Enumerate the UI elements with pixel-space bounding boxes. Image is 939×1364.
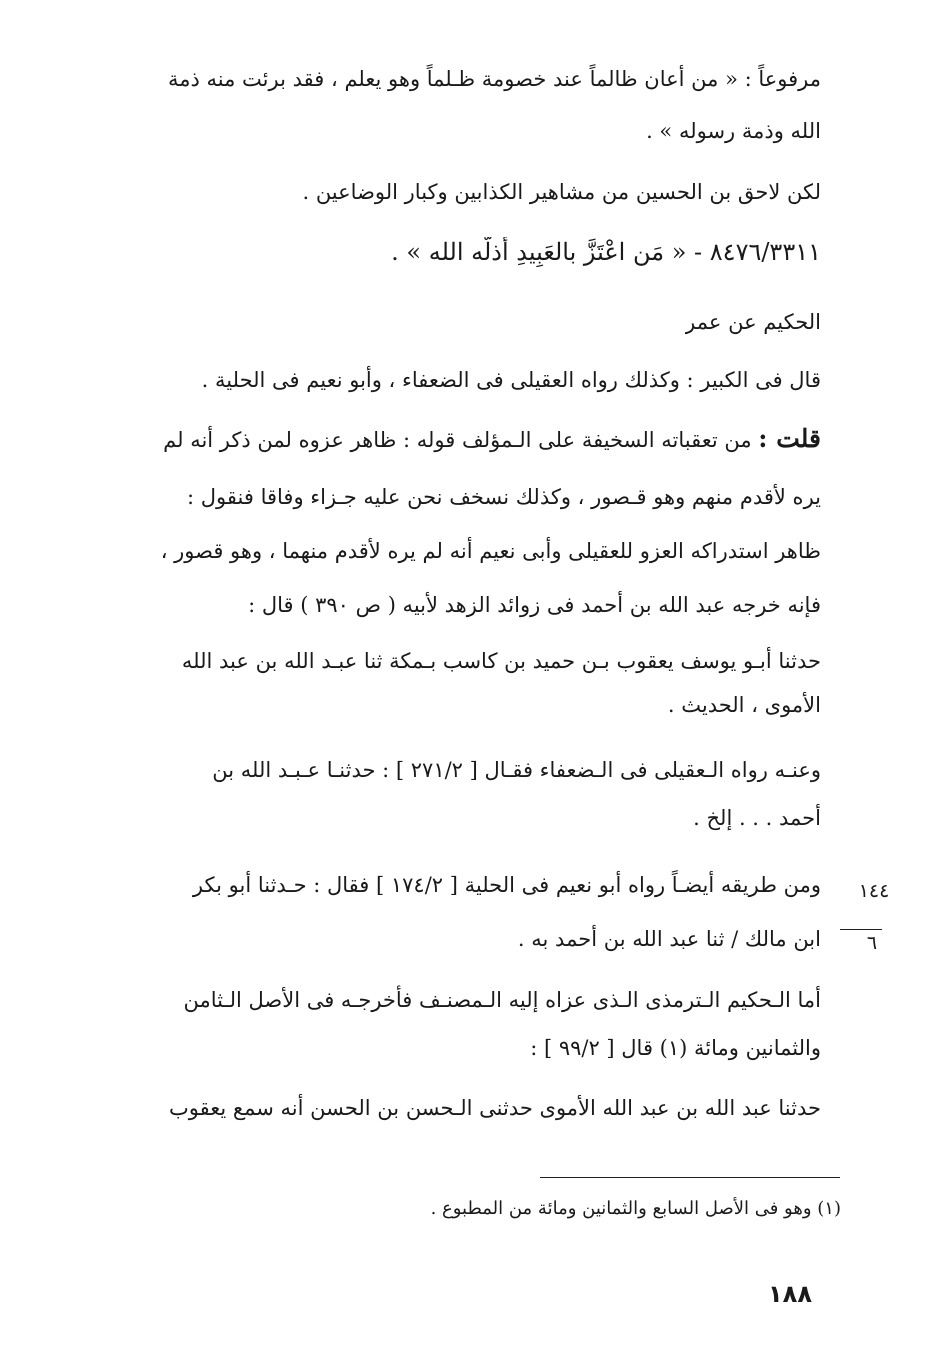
- text-line: أحمد . . . إلخ .: [693, 806, 821, 830]
- text-line: حدثنا عبد الله بن عبد الله الأموى حدثنى الـحسن بن الحسن أنه سمع يعقوب: [169, 1096, 821, 1120]
- text-line: الله وذمة رسوله » .: [646, 119, 821, 143]
- text-line: مرفوعاً : « من أعان ظالماً عند خصومة ظـلماً وهو يعلم ، فقد برئت منه ذمة: [168, 67, 821, 91]
- text-line: الأموى ، الحديث .: [667, 693, 821, 717]
- text-line: والثمانين ومائة (١) قال [ ٩٩/٢ ] :: [530, 1036, 821, 1060]
- margin-folio-bottom: ٦: [866, 932, 878, 954]
- text-line: ومن طريقه أيضـاً رواه أبو نعيم فى الحلية [ ١٧٤/٢ ] فقال : حـدثنا أبو بكر: [192, 873, 821, 897]
- qult-label: قلت :: [758, 424, 821, 453]
- text-line: قال فى الكبير : وكذلك رواه العقيلى فى الضعفاء ، وأبو نعيم فى الحلية .: [201, 368, 821, 392]
- text-line: ظاهر استدراكه العزو للعقيلى وأبى نعيم أنه لم يره لأقدم منهما ، وهو قصور ،: [160, 539, 821, 563]
- text-line: يره لأقدم منهم وهو قـصور ، وكذلك نسخف نحن عليه جـزاء وفاقا فنقول :: [187, 485, 821, 509]
- text-line: فإنه خرجه عبد الله بن أحمد فى زوائد الزهد لأبيه ( ص ٣٩٠ ) قال :: [248, 593, 821, 617]
- text-line: وعنـه رواه الـعقيلى فى الـضعفاء فقـال [ ٢٧١/٢ ] : حدثنـا عـبـد الله بن: [212, 758, 821, 782]
- text-line: ابن مالك / ثنا عبد الله بن أحمد به .: [517, 927, 821, 951]
- qult-text: من تعقباته السخيفة على الـمؤلف قوله : ظاهر عزوه لمن ذكر أنه لم: [163, 428, 752, 452]
- text-line: حدثنا أبـو يوسف يعقوب بـن حميد بن كاسب بـمكة ثنا عبـد الله بن عبد الله: [181, 649, 821, 673]
- footnote-rule: [540, 1177, 840, 1178]
- margin-rule: [840, 929, 882, 930]
- footnote: (١) وهو فى الأصل السابع والثمانين ومائة من المطبوع .: [430, 1198, 841, 1219]
- hadith-heading: ٨٤٧٦/٣٣١١ - « مَنِ اعْتَزَّ بالعَبِيدِ أذلَّه الله » .: [391, 238, 821, 266]
- text-line: أما الـحكيم الـترمذى الـذى عزاه إليه الـمصنـف فأخرجـه فى الأصل الـثامن: [183, 988, 821, 1012]
- source-attribution: الحكيم عن عمر: [685, 310, 821, 334]
- text-line: [109, 424, 821, 455]
- margin-folio-top: ١٤٤: [858, 880, 890, 902]
- text-line: لكن لاحق بن الحسين من مشاهير الكذابين وكبار الوضاعين .: [302, 180, 821, 204]
- page-number: ١٨٨: [768, 1280, 812, 1308]
